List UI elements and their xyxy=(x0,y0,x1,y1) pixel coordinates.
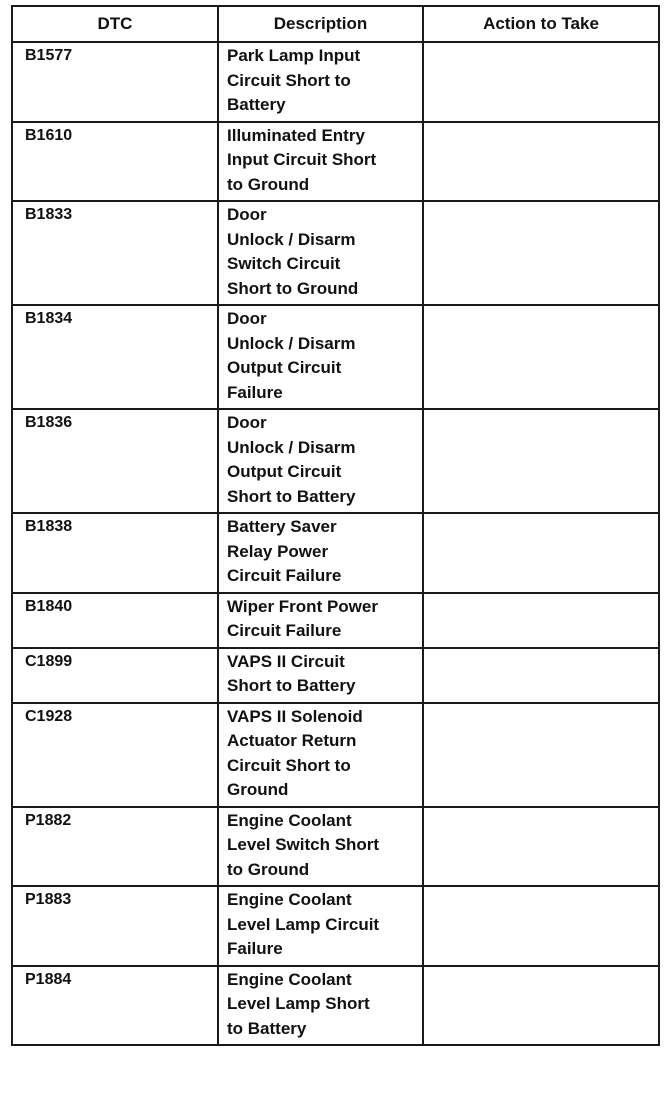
action-cell xyxy=(423,807,659,887)
action-cell xyxy=(423,593,659,648)
description-cell xyxy=(218,42,423,122)
description-line: to Ground xyxy=(227,859,310,879)
table-row xyxy=(12,886,659,966)
table-row xyxy=(12,648,659,703)
description-line: Battery xyxy=(227,95,286,114)
description-line: Input Circuit Short xyxy=(227,150,377,169)
action-cell xyxy=(423,42,659,122)
table-row xyxy=(12,42,659,122)
description-line: Relay Power xyxy=(227,541,329,561)
description-line: Circuit Failure xyxy=(227,566,342,585)
description-line: Park Lamp Input xyxy=(227,46,361,65)
description-line: Output Circuit xyxy=(227,358,342,377)
table-row xyxy=(12,409,659,513)
description-line: Door xyxy=(227,205,267,224)
description-cell xyxy=(218,966,423,1046)
action-cell xyxy=(423,513,659,593)
table-header-row xyxy=(12,6,659,42)
header-description: Description xyxy=(218,6,423,42)
description-line: Failure xyxy=(227,382,283,402)
dtc-code-cell: P1884 xyxy=(12,966,218,1046)
action-cell xyxy=(423,201,659,305)
description-cell xyxy=(218,593,423,648)
description-line: Circuit Failure xyxy=(227,621,342,640)
description-line: to Ground xyxy=(227,174,310,194)
table-row xyxy=(12,966,659,1046)
description-line: Switch Circuit xyxy=(227,254,341,273)
description-cell xyxy=(218,648,423,703)
description-line: Ground xyxy=(227,780,289,799)
description-line: Level Lamp Short xyxy=(227,994,370,1013)
description-line: Illuminated Entry xyxy=(227,125,365,145)
description-line: VAPS II Solenoid xyxy=(227,706,363,726)
description-line: Engine Coolant xyxy=(227,810,352,830)
description-cell xyxy=(218,305,423,409)
dtc-code-cell: C1899 xyxy=(12,648,218,703)
description-line: Short to Ground xyxy=(227,278,359,298)
header-action: Action to Take xyxy=(423,6,659,42)
action-cell xyxy=(423,703,659,807)
dtc-code-cell: P1882 xyxy=(12,807,218,887)
description-line: Wiper Front Power xyxy=(227,596,378,616)
action-cell xyxy=(423,409,659,513)
dtc-code-cell: B1577 xyxy=(12,42,218,122)
dtc-code-cell: B1834 xyxy=(12,305,218,409)
description-line: Short to Battery xyxy=(227,486,356,506)
dtc-code-cell: B1610 xyxy=(12,122,218,202)
dtc-table xyxy=(11,5,660,1046)
dtc-code-cell: C1928 xyxy=(12,703,218,807)
description-line: Unlock / Disarm xyxy=(227,229,356,249)
table-body xyxy=(12,42,659,1045)
description-line: Failure xyxy=(227,939,283,958)
table-row xyxy=(12,807,659,887)
header-dtc: DTC xyxy=(12,6,218,42)
dtc-code-cell: P1883 xyxy=(12,886,218,966)
description-line: Engine Coolant xyxy=(227,890,352,909)
description-line: Battery Saver xyxy=(227,517,337,536)
description-line: Engine Coolant xyxy=(227,969,352,989)
action-cell xyxy=(423,122,659,202)
description-cell xyxy=(218,886,423,966)
action-cell xyxy=(423,966,659,1046)
description-line: to Battery xyxy=(227,1018,307,1038)
description-cell xyxy=(218,201,423,305)
description-cell xyxy=(218,409,423,513)
description-line: Output Circuit xyxy=(227,462,342,481)
description-line: Circuit Short to xyxy=(227,70,351,90)
description-line: Short to Battery xyxy=(227,676,356,695)
dtc-code-cell: B1840 xyxy=(12,593,218,648)
description-line: Unlock / Disarm xyxy=(227,437,356,457)
description-line: VAPS II Circuit xyxy=(227,651,345,671)
action-cell xyxy=(423,305,659,409)
description-line: Circuit Short to xyxy=(227,755,351,775)
description-cell xyxy=(218,122,423,202)
description-cell xyxy=(218,807,423,887)
description-line: Unlock / Disarm xyxy=(227,333,356,353)
dtc-code-cell: B1838 xyxy=(12,513,218,593)
table-row xyxy=(12,305,659,409)
dtc-code-cell: B1833 xyxy=(12,201,218,305)
table-row xyxy=(12,122,659,202)
action-cell xyxy=(423,648,659,703)
table-row xyxy=(12,593,659,648)
description-cell xyxy=(218,703,423,807)
description-line: Level Lamp Circuit xyxy=(227,914,380,934)
description-line: Door xyxy=(227,309,267,328)
table-row xyxy=(12,513,659,593)
table-row xyxy=(12,201,659,305)
description-line: Level Switch Short xyxy=(227,835,380,854)
table-row xyxy=(12,703,659,807)
description-line: Door xyxy=(227,413,267,432)
description-cell xyxy=(218,513,423,593)
action-cell xyxy=(423,886,659,966)
dtc-code-cell: B1836 xyxy=(12,409,218,513)
description-line: Actuator Return xyxy=(227,731,357,750)
